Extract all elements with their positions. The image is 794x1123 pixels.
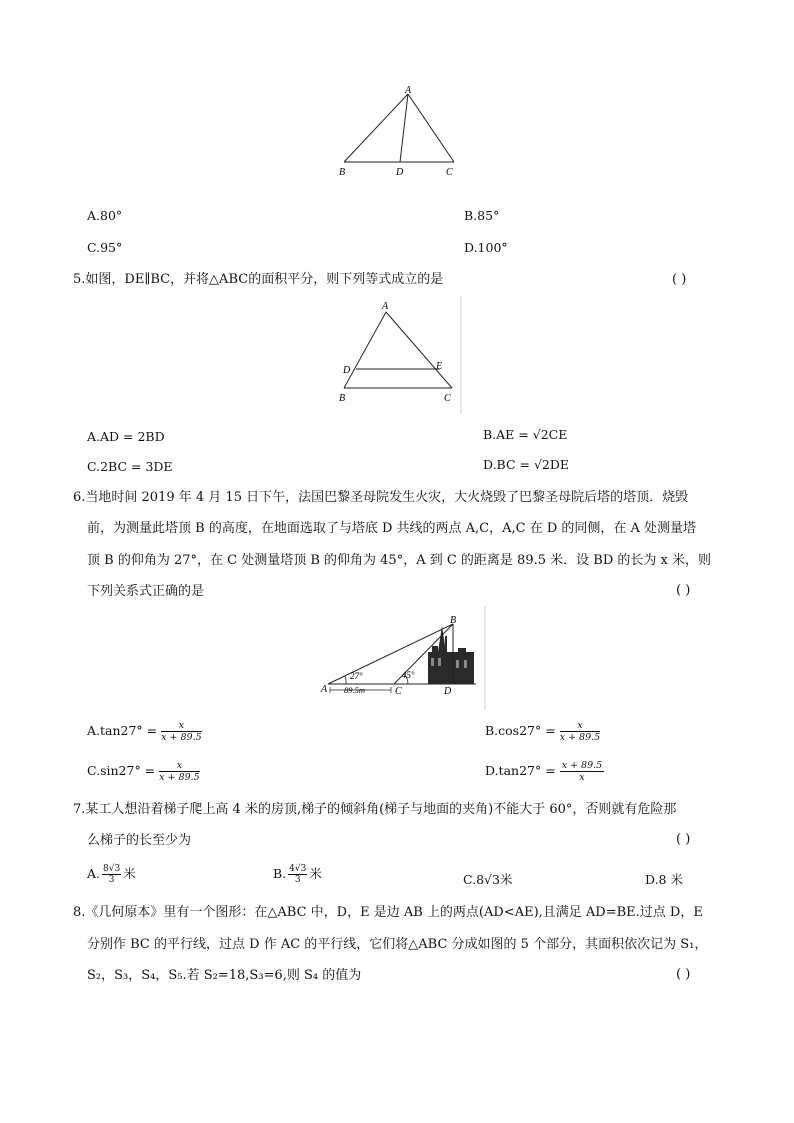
cathedral-picture (428, 626, 474, 684)
q5-option-d: D.BC = √2DE (483, 457, 570, 472)
q5-answer-paren: ( ) (672, 272, 687, 287)
q8-answer-paren: ( ) (676, 967, 691, 982)
q7-a-prefix: A. (87, 866, 101, 881)
q4-option-c: C.95° (87, 240, 123, 255)
q6-label-a: A (321, 684, 328, 695)
q5-label-e: E (436, 361, 443, 372)
q4-option-d: D.100° (464, 240, 508, 255)
q6-b-num: x (560, 720, 601, 732)
notre-dame-measurement-figure (318, 606, 488, 710)
q6-c-lhs: C.sin27° = (87, 763, 156, 778)
q6-c-num: x (159, 760, 200, 772)
q7-option-b (273, 864, 322, 885)
q6-option-a (87, 720, 202, 743)
q6-a-num: x (161, 720, 202, 732)
q6-option-d (485, 760, 604, 783)
q4-option-a: A.80° (87, 208, 123, 223)
triangle-de-parallel-figure (336, 296, 466, 414)
q8-line-3: S₂，S₃，S₄，S₅.若 S₂=18,S₃=6,则 S₄ 的值为 (87, 968, 362, 983)
q5-label-a: A (382, 301, 389, 312)
q6-a-den: x + 89.5 (161, 732, 202, 743)
q7-line-1: 7.某工人想沿着梯子爬上高 4 米的房顶,梯子的倾斜角(梯子与地面的夹角)不能大于 60°，否则就有危险那 (73, 802, 677, 817)
q8-line-2: 分别作 BC 的平行线，过点 D 作 AC 的平行线，它们将△ABC 分成如图的 5 个部分，其面积依次记为 S₁， (87, 937, 708, 952)
q7-b-num: 4√3 (289, 864, 307, 874)
q6-d-den: x (579, 772, 585, 783)
q7-b-unit: 米 (309, 866, 322, 881)
q5-option-c: C.2BC = 3DE (87, 459, 173, 474)
q6-line-2: 前，为测量此塔顶 B 的高度，在地面选取了与塔底 D 共线的两点 A,C，A,C 在 D 的同侧，在 A 处测量塔 (87, 521, 697, 536)
q6-option-c (87, 760, 200, 783)
q6-label-b: B (450, 615, 457, 626)
q7-a-unit: 米 (123, 866, 136, 881)
triangle-abd-figure (336, 82, 460, 180)
q7-option-a (87, 864, 136, 885)
q5-option-b: B.AE = √2CE (483, 427, 568, 442)
q5-label-b: B (339, 393, 346, 404)
q6-line-1: 6.当地时间 2019 年 4 月 15 日下午，法国巴黎圣母院发生火灾，大火烧毁了巴黎圣母院后塔的塔顶．烧毁 (73, 490, 689, 505)
q5-label-c: C (444, 393, 451, 404)
q7-a-num: 8√3 (103, 864, 121, 874)
q6-label-27: 27° (350, 671, 363, 681)
q7-a-den: 3 (108, 875, 115, 885)
q6-label-dist: 89.5m (344, 685, 366, 695)
q5-label-d: D (343, 365, 351, 376)
q7-line-2: 么梯子的长至少为 (87, 833, 192, 848)
q7-answer-paren: ( ) (676, 832, 691, 847)
q7-b-prefix: B. (273, 866, 287, 881)
q6-d-lhs: D.tan27° = (485, 763, 556, 778)
q6-line-4: 下列关系式正确的是 (87, 584, 205, 599)
q6-d-num: x + 89.5 (561, 760, 603, 771)
q7-b-den: 3 (294, 875, 301, 885)
q7-option-d: D.8 米 (645, 872, 683, 887)
q6-line-3: 顶 B 的仰角为 27°，在 C 处测量塔顶 B 的仰角为 45°，A 到 C 的距离是 89.5 米．设 BD 的长为 x 米，则 (87, 553, 711, 568)
q6-b-lhs: B.cos27° = (485, 723, 556, 738)
q4-option-b: B.85° (464, 208, 500, 223)
q5-option-a: A.AD = 2BD (87, 429, 165, 444)
label-c: C (446, 167, 453, 178)
q6-label-d: D (444, 686, 452, 697)
q6-label-45: 45° (402, 670, 415, 680)
q5-text: 5.如图，DE∥BC，并将△ABC的面积平分，则下列等式成立的是 (73, 272, 444, 287)
q6-c-den: x + 89.5 (159, 772, 200, 783)
q6-answer-paren: ( ) (676, 583, 691, 598)
q6-option-b (485, 720, 600, 743)
q7-option-c: C.8√3米 (463, 872, 513, 887)
label-d: D (396, 167, 404, 178)
label-b: B (339, 167, 346, 178)
q6-b-den: x + 89.5 (559, 732, 601, 743)
q8-line-1: 8.《几何原本》里有一个图形：在△ABC 中，D，E 是边 AB 上的两点(AD<AE),且满足 AD=BE.过点 D，E (73, 905, 703, 920)
label-a: A (405, 85, 412, 96)
q6-a-lhs: A.tan27° = (87, 723, 158, 738)
q6-label-c: C (395, 686, 402, 697)
